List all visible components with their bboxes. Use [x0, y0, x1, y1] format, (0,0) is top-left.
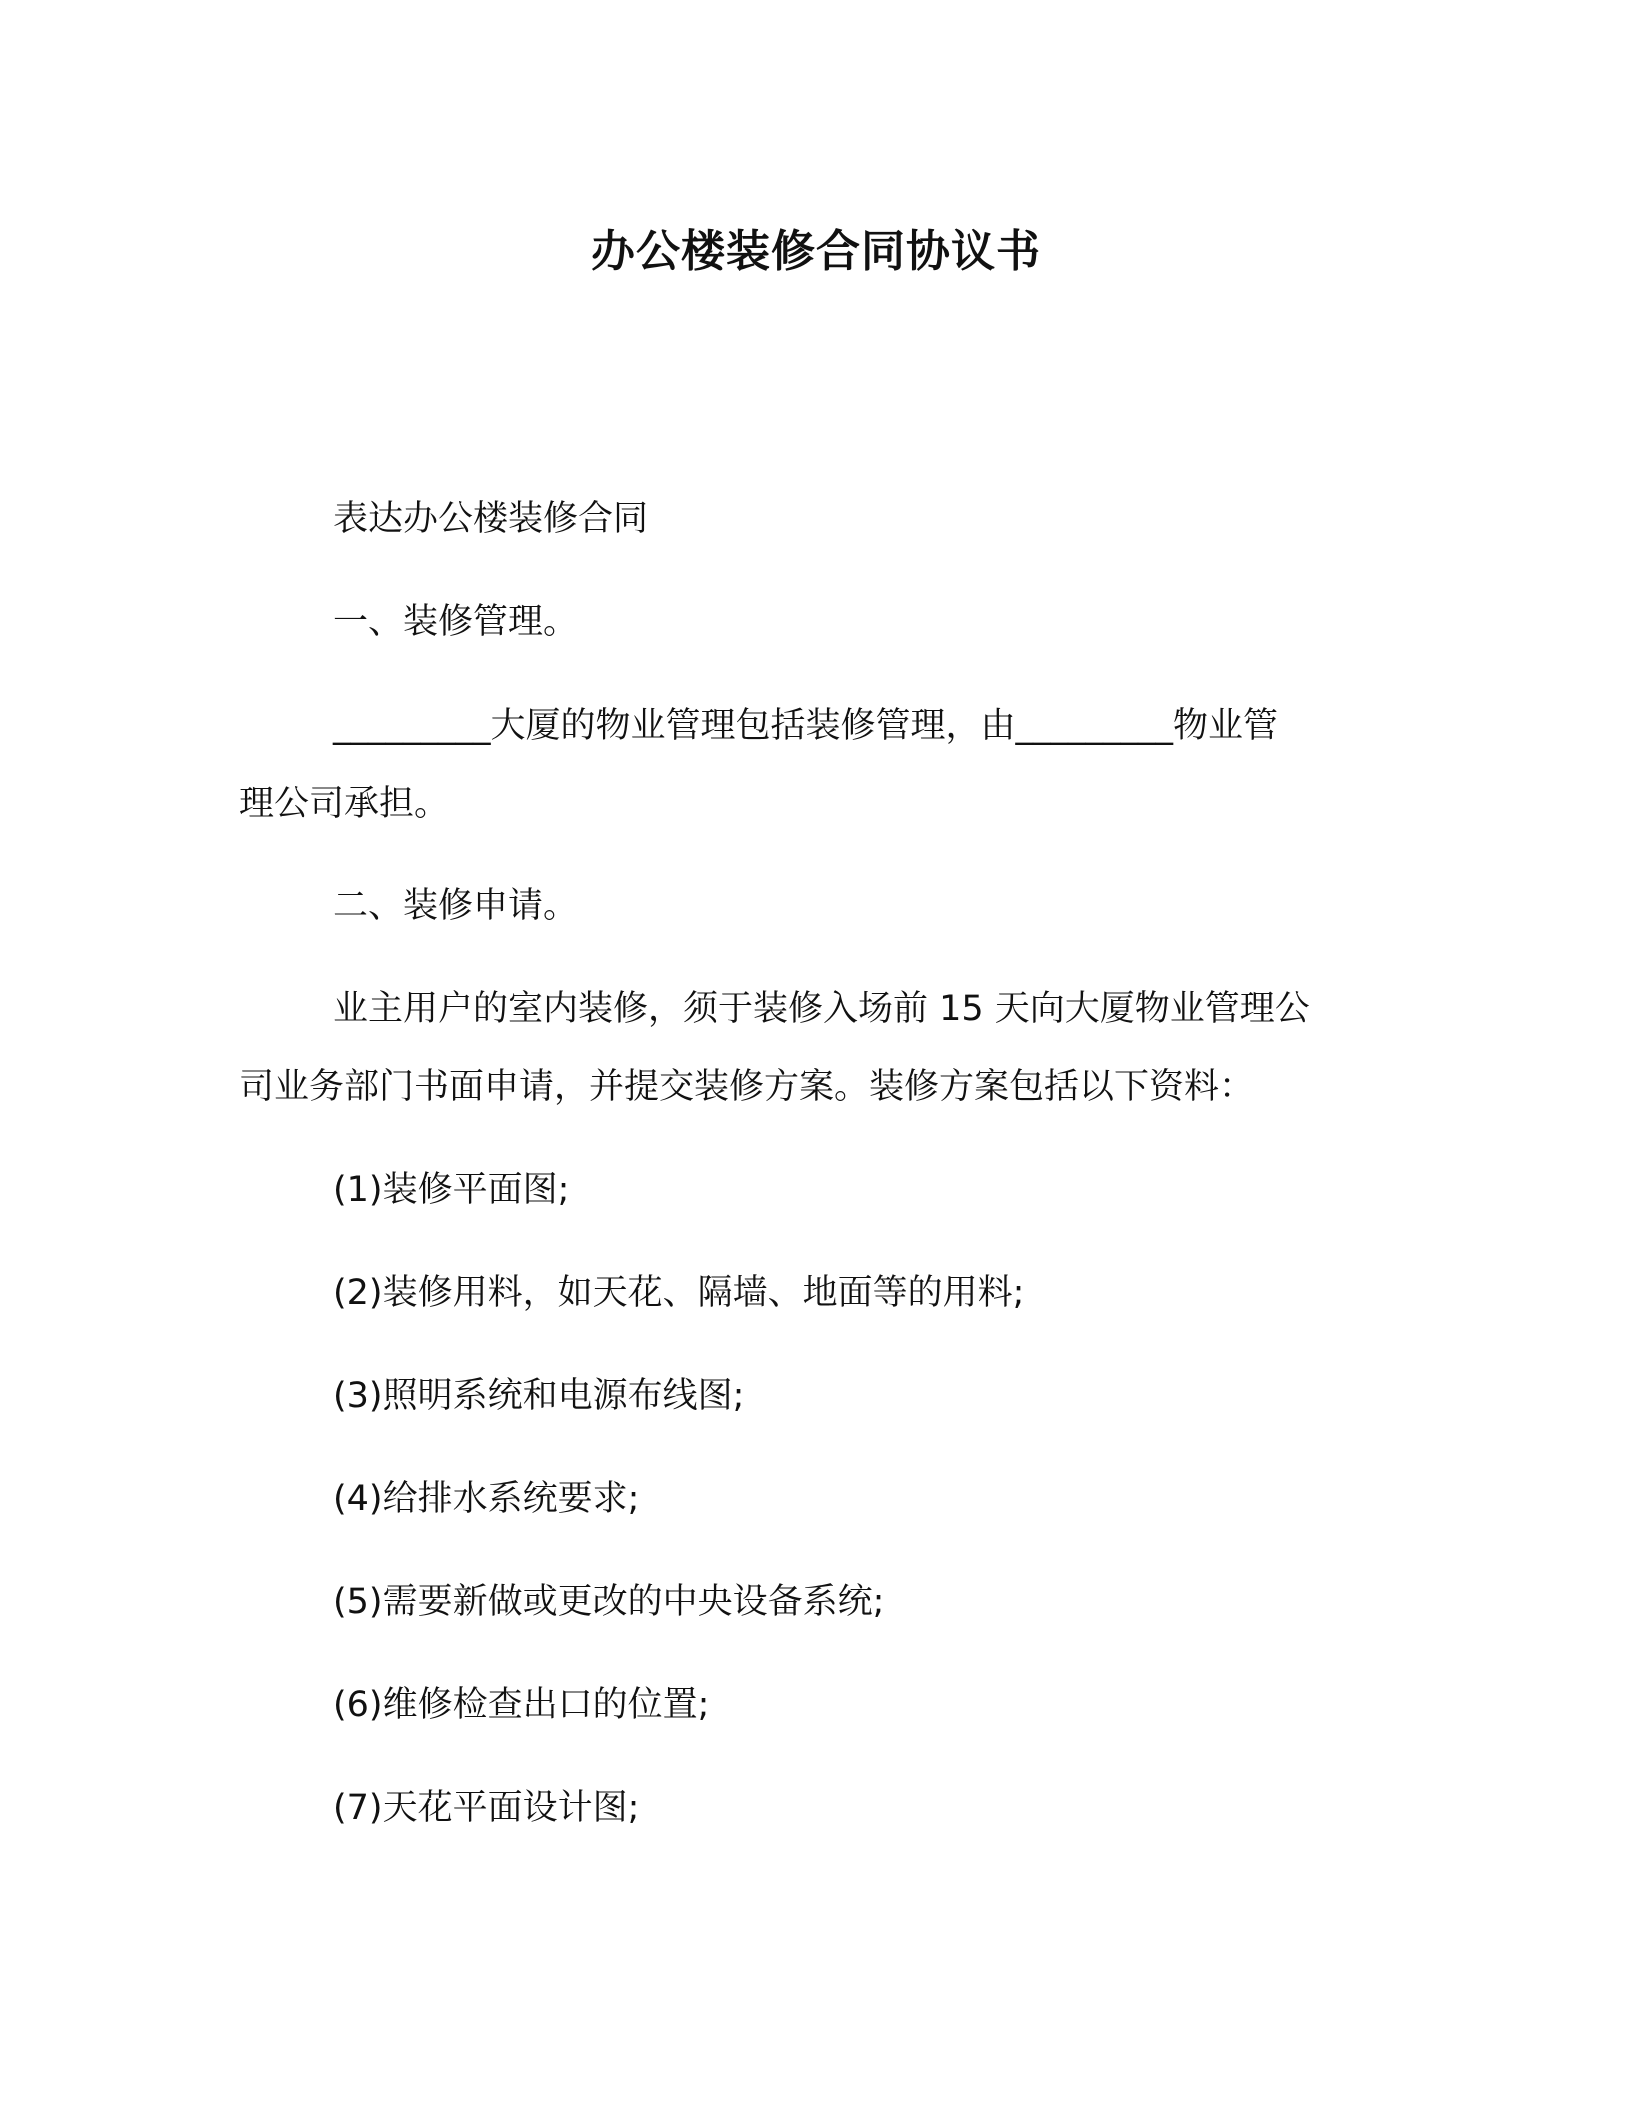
list-item-4: (4)给排水系统要求; — [333, 1479, 640, 1519]
section1-heading: 一、装修管理。 — [333, 602, 579, 642]
section2-line-2: 司业务部门书面申请，并提交装修方案。装修方案包括以下资料： — [239, 1067, 1255, 1107]
section2-line-1: 业主用户的室内装修，须于装修入场前 15 天向大厦物业管理公 — [333, 989, 1310, 1029]
list-item-3: (3)照明系统和电源布线图; — [333, 1376, 745, 1416]
list-item-6: (6)维修检查出口的位置; — [333, 1685, 710, 1725]
list-item-2: (2)装修用料，如天花、隔墙、地面等的用料; — [333, 1273, 1025, 1313]
list-item-5: (5)需要新做或更改的中央设备系统; — [333, 1582, 885, 1622]
intro-line: 表达办公楼装修合同 — [333, 499, 649, 539]
section2-heading: 二、装修申请。 — [333, 886, 579, 926]
document-title: 办公楼装修合同协议书 — [591, 226, 1041, 277]
section1-line-1: _________大厦的物业管理包括装修管理，由_________物业管 — [333, 706, 1279, 746]
list-item-1: (1)装修平面图; — [333, 1170, 570, 1210]
list-item-7: (7)天花平面设计图; — [333, 1788, 640, 1828]
section1-line-2: 理公司承担。 — [239, 784, 450, 824]
